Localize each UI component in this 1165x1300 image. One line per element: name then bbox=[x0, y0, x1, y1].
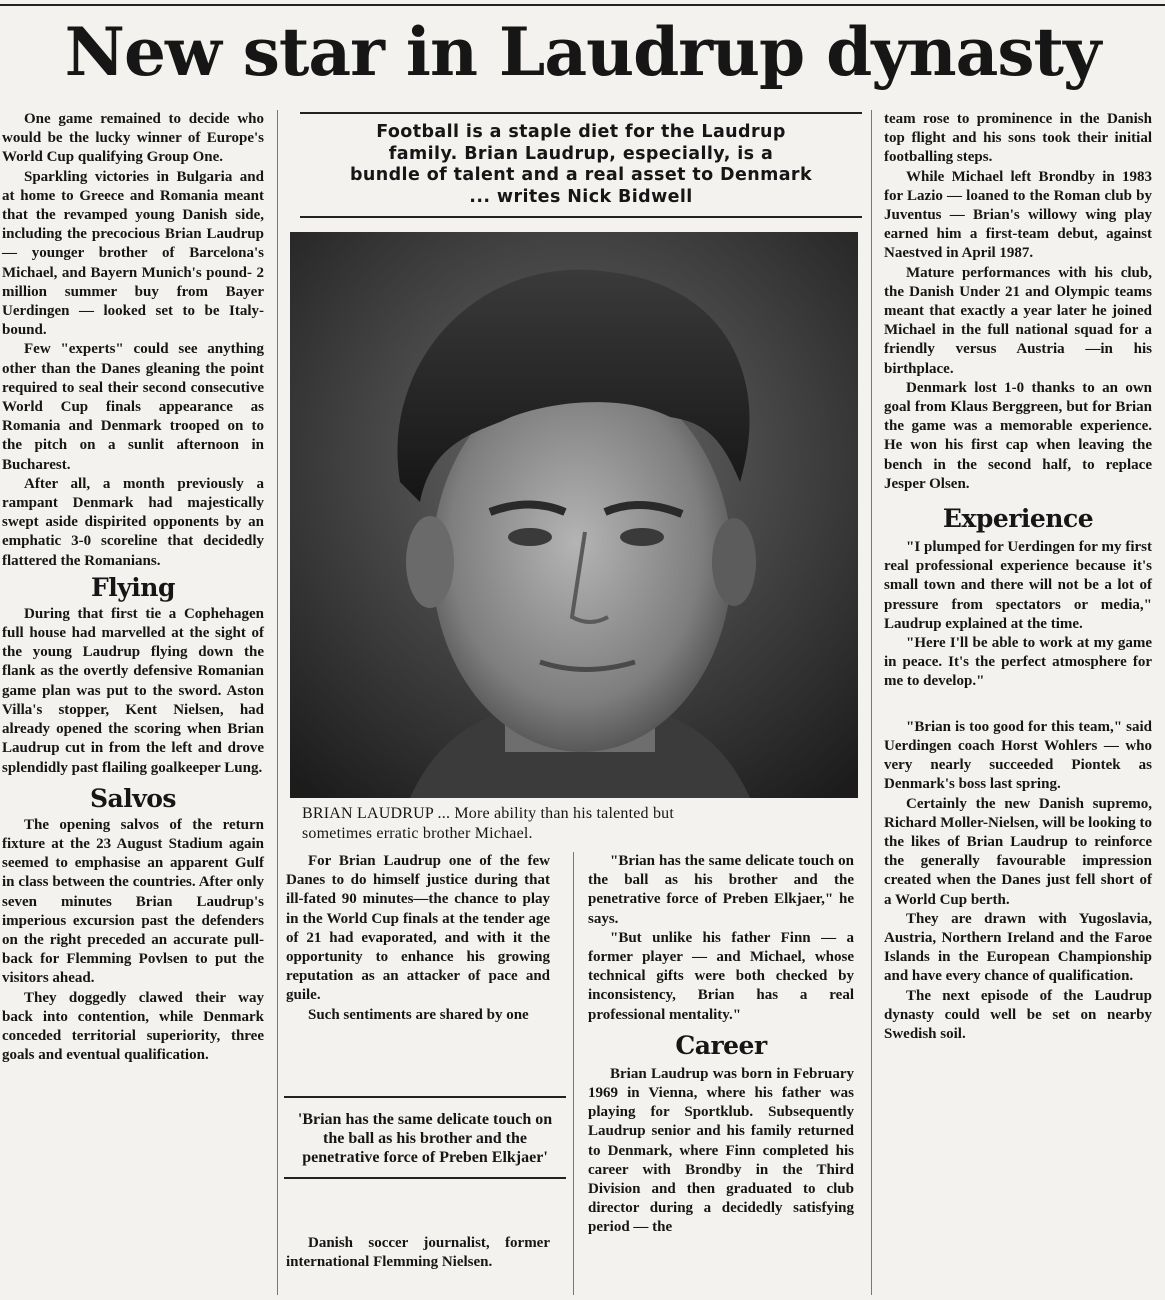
column-3 bbox=[588, 852, 854, 1238]
standfirst-line: family. Brian Laudrup, especially, is a bbox=[388, 143, 774, 164]
column-4 bbox=[884, 110, 1152, 1044]
headline: New star in Laudrup dynasty bbox=[64, 13, 1101, 91]
standfirst-rule-bottom bbox=[300, 216, 862, 218]
paragraph: Mature performances with his club, the Danish Under 21 and Olympic teams meant that exactly a year later he joined Michael in the full national squad for a friendly versus Austria —in his birthplace. bbox=[884, 264, 1152, 377]
paragraph: Brian Laudrup was born in February 1969 in Vienna, where his father was playing for Sportklub. Subsequently Laudrup senior and his family returned to Denmark, where Finn completed his career with Brondby in the Third Division and then graduated to club director during a decidedly satisfying period — the bbox=[588, 1065, 854, 1236]
caption-line: BRIAN LAUDRUP ... More ability than his talented but bbox=[302, 805, 674, 822]
standfirst bbox=[300, 114, 862, 216]
paragraph: "But unlike his father Finn — a former player — and Michael, whose technical gifts were both checked by inconsistency, Brian has a real professional mentality." bbox=[588, 929, 854, 1023]
paragraph: Certainly the new Danish supremo, Richard Moller-Nielsen, will be looking to the likes of Brian Laudrup to reinforce the generally favourable impression created when the Danes just fell short of a World Cup berth. bbox=[884, 795, 1152, 908]
spacer bbox=[884, 692, 1152, 718]
paragraph: They doggedly clawed their way back into contention, while Denmark conceded territorial superiority, three goals and eventual qualification. bbox=[2, 989, 264, 1064]
column-2-end bbox=[286, 1234, 550, 1272]
paragraph: Few "experts" could see anything other than the Danes gleaning the point required to seal their second consecutive World Cup finals appearance as Romania and Denmark trooped on to the pitch on a sunlit afternoon in Bucharest. bbox=[2, 341, 264, 473]
paragraph: After all, a month previously a rampant Denmark had majestically swept aside dispirited opponents by an emphatic 3-0 scoreline that decidedly flattered the Romanians. bbox=[2, 475, 264, 569]
pull-quote bbox=[284, 1096, 566, 1179]
column-divider bbox=[871, 110, 872, 1295]
paragraph: "I plumped for Uerdingen for my first real professional experience because it's small town and there will not be a lot of pressure from spectators or media," Laudrup explained at the time. bbox=[884, 539, 1152, 632]
paragraph: While Michael left Brondby in 1983 for Lazio — loaned to the Roman club by Juventus — Brian's willowy wing play earned him a first-team debut, against Naestved in April 1987. bbox=[884, 168, 1152, 262]
subhead-experience: Experience bbox=[942, 504, 1094, 534]
top-rule bbox=[0, 4, 1165, 6]
pull-quote-rule-bottom bbox=[284, 1177, 566, 1179]
paragraph: During that first tie a Cophehagen full house had marvelled at the sight of the young Laudrup flying down the flank as the overtly defensive Romanian game plan was put to the sword. Aston Villa's stopper, Kent Nielsen, had already opened the scoring when Brian Laudrup cut in from the left and drove splendidly past flailing goalkeeper Lung. bbox=[2, 605, 264, 776]
portrait-image bbox=[290, 232, 858, 798]
standfirst-line: bundle of talent and a real asset to Denmark bbox=[349, 165, 813, 185]
paragraph: The next episode of the Laudrup dynasty could well be set on nearby Swedish soil. bbox=[884, 987, 1152, 1042]
paragraph: "Brian is too good for this team," said Uerdingen coach Horst Wohlers — who very nearly succeeded Piontek as Denmark's boss last spring. bbox=[884, 718, 1152, 793]
paragraph: Danish soccer journalist, former international Flemming Nielsen. bbox=[286, 1235, 550, 1271]
pull-quote-text: 'Brian has the same delicate touch on the ball as his brother and the penetrative force of Preben Elkjaer' bbox=[297, 1111, 553, 1166]
paragraph: For Brian Laudrup one of the few Danes to do himself justice during that ill-fated 90 minutes—the chance to play in the World Cup finals at the tender age of 21 had evaporated, and with it the opportunity to enhance his growing reputation as an attacker of pace and guile. bbox=[286, 853, 550, 1004]
subhead-flying: Flying bbox=[91, 572, 175, 602]
paragraph: They are drawn with Yugoslavia, Austria, Northern Ireland and the Faroe Islands in the European Championship and have every chance of qualification. bbox=[884, 910, 1152, 985]
paragraph: team rose to prominence in the Danish top flight and his sons took their initial footballing steps. bbox=[884, 111, 1152, 166]
paragraph: Such sentiments are shared by one bbox=[308, 1006, 529, 1023]
standfirst-line: Football is a staple diet for the Laudrup bbox=[376, 122, 786, 142]
paragraph: One game remained to decide who would be the lucky winner of Europe's World Cup qualifying Group One. bbox=[2, 111, 264, 166]
paragraph: Sparkling victories in Bulgaria and at home to Greece and Romania meant that the revamped young Danish side, including the precocious Brian Laudrup — younger brother of Barcelona's Michael, and Bayern Munich's pound- 2 million summer buy from Bayer Uerdingen — looked set to be Italy-bound. bbox=[2, 168, 264, 339]
photo-caption bbox=[302, 804, 858, 844]
column-2 bbox=[286, 852, 550, 1025]
standfirst-line: ... writes Nick Bidwell bbox=[469, 186, 693, 207]
paragraph: Denmark lost 1-0 thanks to an own goal from Klaus Berggreen, but for Brian the game was a memorable experience. He won his first cap when leaving the bench in the second half, to replace Jesper Olsen. bbox=[884, 379, 1152, 492]
subhead-career: Career bbox=[675, 1030, 767, 1060]
column-divider bbox=[573, 852, 574, 1295]
caption-line: sometimes erratic brother Michael. bbox=[302, 825, 533, 842]
column-1 bbox=[2, 110, 264, 1065]
column-divider bbox=[277, 110, 278, 1295]
standfirst-block bbox=[300, 112, 862, 218]
subhead-salvos: Salvos bbox=[89, 783, 177, 813]
paragraph: "Here I'll be able to work at my game in peace. It's the perfect atmosphere for me to develop." bbox=[884, 635, 1152, 690]
paragraph: The opening salvos of the return fixture at the 23 August Stadium again seemed to emphasise an apparent Gulf in class between the countries. After only seven minutes Brian Laudrup's imperious excursion past the defenders on the right preceded an accurate pull-back for Flemming Povlsen to put the visitors ahead. bbox=[2, 816, 264, 987]
player-photo bbox=[290, 232, 858, 798]
paragraph: "Brian has the same delicate touch on the ball as his brother and the penetrative force of Preben Elkjaer," he says. bbox=[588, 853, 854, 927]
